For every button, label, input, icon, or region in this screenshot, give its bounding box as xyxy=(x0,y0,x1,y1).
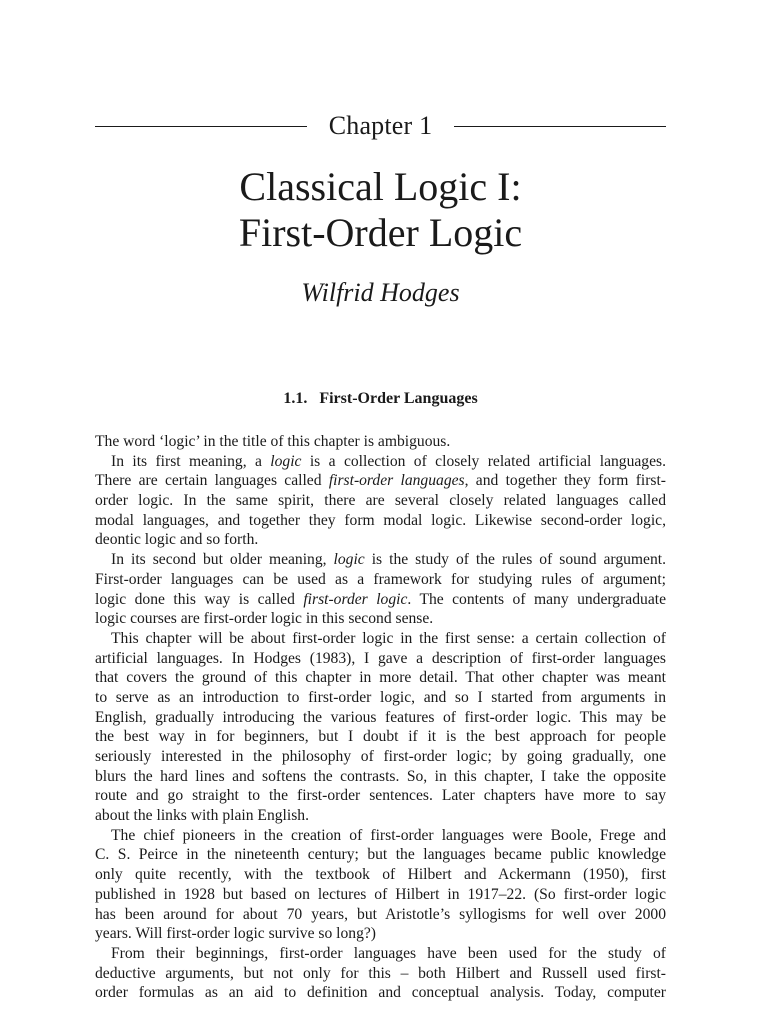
text-line xyxy=(95,649,666,669)
chapter-rule-left xyxy=(95,126,307,127)
text-line xyxy=(95,885,666,905)
text-line xyxy=(95,747,666,767)
text-segment: seriously interested in the philosophy of first-order logic; by going gradually, one xyxy=(95,748,666,765)
text-segment: , and together they form first- xyxy=(464,472,667,490)
emphasized-term: first-order logic xyxy=(303,590,408,608)
text-line xyxy=(95,944,666,964)
text-segment: order logic. In the same spirit, there are several closely related languages called xyxy=(95,492,666,510)
emphasized-term: first-order languages xyxy=(328,472,465,490)
text-segment: route and go straight to the first-order sentences. Later chapters have more to say xyxy=(95,787,666,805)
text-segment: to serve as an introduction to first-order logic, and so I started from arguments in xyxy=(95,688,666,706)
text-segment: that covers the ground of this chapter in more detail. That other chapter was meant xyxy=(95,669,666,687)
text-line xyxy=(95,452,666,472)
text-line xyxy=(95,609,666,629)
author-name: Wilfrid Hodges xyxy=(301,278,460,307)
text-segment: has been around for about 70 years, but Aristotle’s syllogisms for well over 2000 xyxy=(95,905,666,923)
text-segment: logic courses are first-order logic in this second sense. xyxy=(95,610,434,628)
text-segment: English, gradually introducing the various features of first-order logic. This may be xyxy=(95,708,666,726)
text-segment: The chief pioneers in the creation of first-order languages were Boole, Frege and xyxy=(111,826,666,844)
text-line xyxy=(95,806,666,826)
text-segment: In its first meaning, a xyxy=(111,452,271,470)
text-line xyxy=(95,432,666,452)
text-segment: This chapter will be about first-order logic in the first sense: a certain collection of xyxy=(111,629,666,647)
text-line xyxy=(95,471,666,491)
text-segment: is the study of the rules of sound argument. xyxy=(364,551,666,569)
text-segment: In its second but older meaning, xyxy=(111,551,334,569)
text-segment: deductive arguments, but not only for this – both Hilbert and Russell used first- xyxy=(95,964,666,982)
text-segment: the best way in for beginners, but I doubt if it is the best approach for people xyxy=(95,728,666,746)
text-segment: only quite recently, with the textbook of Hilbert and Ackermann (1950), first xyxy=(95,866,666,884)
text-line xyxy=(95,924,666,944)
text-segment: published in 1928 but based on lectures of Hilbert in 1917–22. (So first-order logic xyxy=(95,885,666,903)
chapter-rule-right xyxy=(454,126,666,127)
text-line xyxy=(95,845,666,865)
text-line xyxy=(95,668,666,688)
text-segment: First-order languages can be used as a framework for studying rules of argument; xyxy=(95,570,666,588)
text-segment: artificial languages. In Hodges (1983), I gave a description of first-order languages xyxy=(95,649,666,667)
text-line xyxy=(95,905,666,925)
text-segment: modal languages, and together they form modal logic. Likewise second-order logic, xyxy=(95,511,666,529)
text-line xyxy=(95,511,666,531)
chapter-header xyxy=(95,108,666,144)
text-segment: . The contents of many undergraduate xyxy=(407,590,666,608)
text-segment: about the links with plain English. xyxy=(95,807,309,825)
text-line xyxy=(95,964,666,984)
text-line xyxy=(95,550,666,570)
text-line xyxy=(95,826,666,846)
text-line xyxy=(95,491,666,511)
section-heading: 1.1. First-Order Languages xyxy=(283,390,478,407)
text-segment: There are certain languages called xyxy=(95,472,329,490)
text-line xyxy=(95,786,666,806)
emphasized-term: logic xyxy=(333,551,365,569)
text-line xyxy=(95,590,666,610)
text-line xyxy=(95,530,666,550)
text-segment: blurs the hard lines and softens the contrasts. So, in this chapter, I take the opposite xyxy=(95,767,666,785)
text-segment: From their beginnings, first-order languages have been used for the study of xyxy=(111,944,666,962)
text-line xyxy=(95,688,666,708)
text-line xyxy=(95,767,666,787)
text-segment: is a collection of closely related artificial languages. xyxy=(301,452,666,470)
text-line xyxy=(95,865,666,885)
text-line xyxy=(95,983,666,1003)
text-segment: The word ‘logic’ in the title of this chapter is ambiguous. xyxy=(95,433,451,450)
text-line xyxy=(95,570,666,590)
text-segment: logic done this way is called xyxy=(95,590,304,608)
chapter-title-line-2: First-Order Logic xyxy=(238,210,523,255)
text-segment: order formulas as an aid to definition and conceptual analysis. Today, computer xyxy=(95,984,666,1002)
chapter-title-line-1: Classical Logic I: xyxy=(239,164,522,209)
text-line xyxy=(95,629,666,649)
text-segment: deontic logic and so forth. xyxy=(95,531,259,549)
emphasized-term: logic xyxy=(270,452,302,470)
text-line xyxy=(95,708,666,728)
text-line xyxy=(95,727,666,747)
chapter-label: Chapter 1 xyxy=(328,111,433,140)
body-text xyxy=(95,432,666,1003)
text-segment: C. S. Peirce in the nineteenth century; but the languages became public knowledge xyxy=(95,846,666,864)
text-segment: years. Will first-order logic survive so long?) xyxy=(95,925,376,943)
